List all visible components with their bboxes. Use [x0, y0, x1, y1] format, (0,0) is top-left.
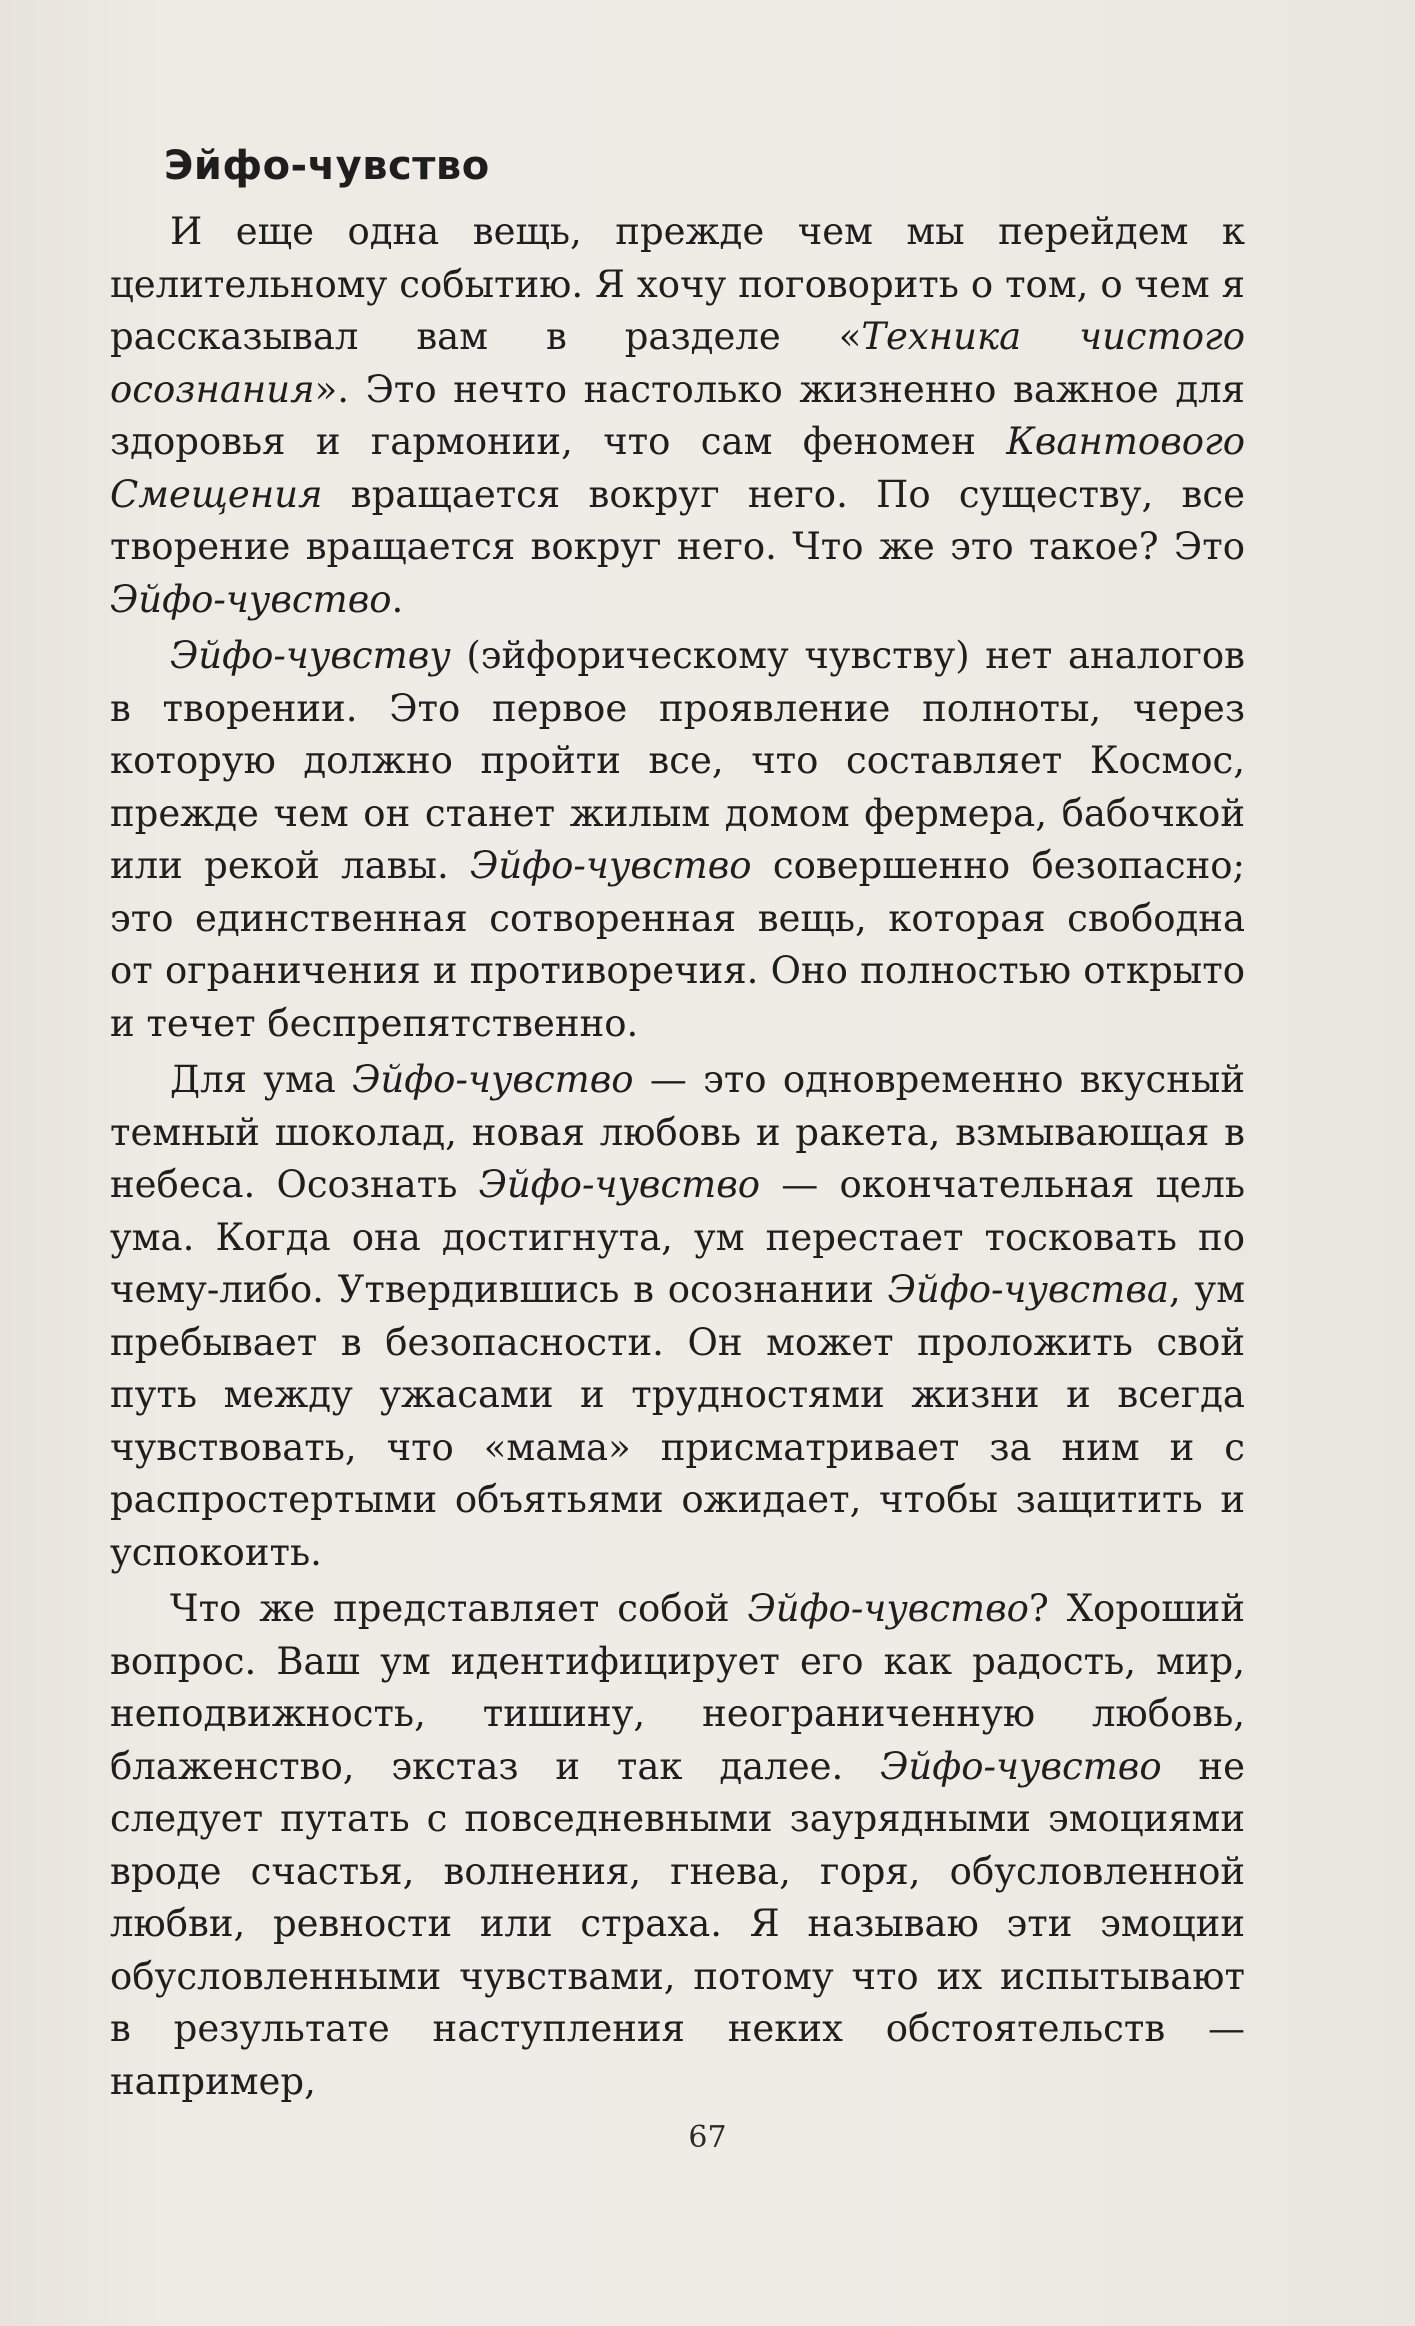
paragraph-1: И еще одна вещь, прежде чем мы перейдем к целительному событию. Я хочу поговорить о том, о чем я рассказывал вам в разделе «Техника чистого осознания». Это нечто настолько жизненно важное для здоровья и гармонии, что сам феномен Квантового Смещения вращается вокруг него. По существу, все творение вращается вокруг него. Что же это такое? Это Эйфо-чувство.	[110, 210, 1245, 621]
paragraph-3: Для ума Эйфо-чувство — это одновременно вкусный темный шоколад, новая любовь и ракета, взмывающая в небеса. Осознать Эйфо-чувство — окончательная цель ума. Когда она достигнута, ум перестает тосковать по чему-либо. Утвердившись в осознании Эйфо-чувства, ум пребывает в безопасности. Он может проложить свой путь между ужасами и трудностями жизни и всегда чувствовать, что «мама» присматривает за ним и с распростертыми объятьями ожидает, чтобы защитить и успокоить.	[110, 1058, 1246, 1574]
page-number: 67	[688, 2120, 727, 2155]
paragraph-4: Что же представляет собой Эйфо-чувство? Хороший вопрос. Ваш ум идентифицирует его как радость, мир, неподвижность, тишину, неограниченную любовь, блаженство, экстаз и так далее. Эйфо-чувство не следует путать с повседневными заурядными эмоциями вроде счастья, волнения, гнева, горя, обусловленной любви, ревности или страха. Я называю эти эмоции обусловленными чувствами, потому что их испытывают в результате наступления неких обстоятельств — например,	[110, 1587, 1245, 2103]
section-heading: Эйфо-чувство	[164, 143, 490, 189]
paragraph-2: Эйфо-чувству (эйфорическому чувству) нет аналогов в творении. Это первое проявление полноты, через которую должно пройти все, что составляет Космос, прежде чем он станет жилым домом фермера, бабочкой или рекой лавы. Эйфо-чувство совершенно безопасно; это единственная сотворенная вещь, которая свободна от ограничения и противоречия. Оно полностью открыто и течет беспрепятственно.	[110, 634, 1245, 1045]
page-text	[110, 140, 1245, 2112]
